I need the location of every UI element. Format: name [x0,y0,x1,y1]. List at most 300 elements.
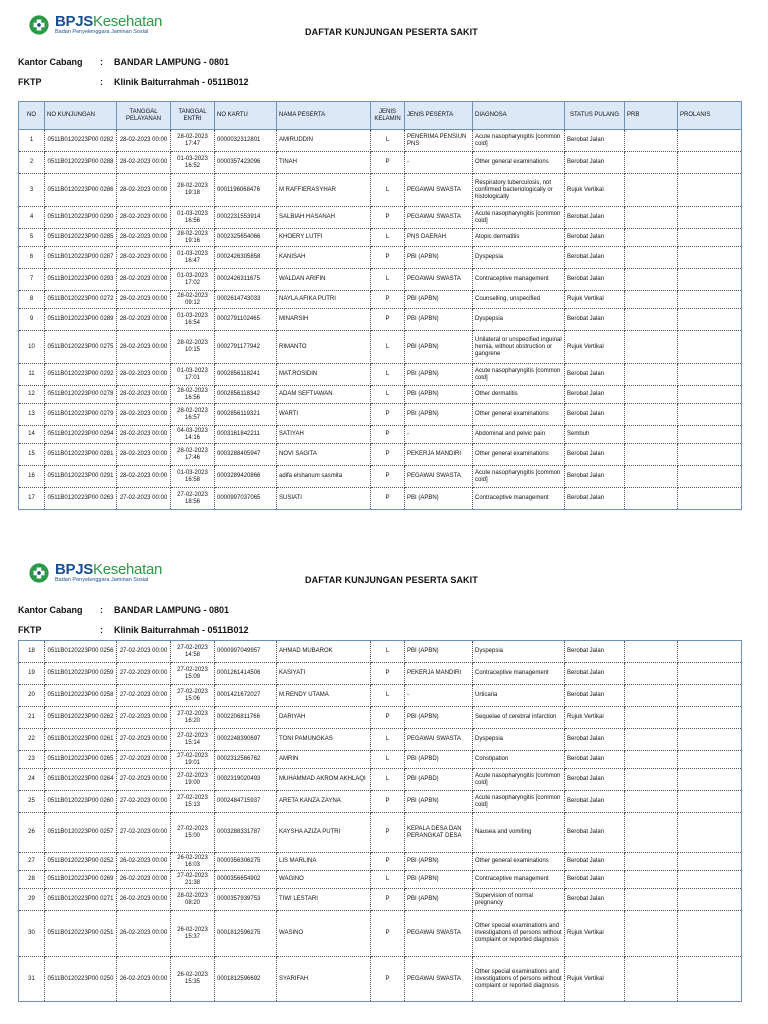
cell-no: 23 [19,751,45,769]
cell-pelayanan: 28-02-2023 00:00 [117,174,171,207]
cell-entri: 01-03-2023 16:47 [171,247,215,269]
cell-pelayanan: 26-02-2023 00:00 [117,871,171,889]
cell-status: Berobat Jalan [565,663,625,685]
table-header-row [19,102,742,130]
cell-peserta: PBI (APBN) [405,247,473,269]
cell-no: 17 [19,488,45,510]
cell-nama: ADAM SEFTIAWAN [277,386,371,404]
cell-kunjungan: 0511B0120223P00 0288 [45,152,117,174]
cell-kunjungan: 0511B0120223P00 0289 [45,309,117,331]
cell-prolanis [678,663,742,685]
cell-pelayanan: 28-02-2023 00:00 [117,331,171,364]
cell-kunjungan: 0511B0120223P00 0251 [45,911,117,957]
cell-kartu: 0002856119321 [215,404,277,426]
cell-prb [625,641,678,663]
cell-prolanis [678,641,742,663]
cell-peserta: PBI (APBN) [405,889,473,911]
cell-prb [625,269,678,291]
cell-prb [625,791,678,813]
cell-no: 30 [19,911,45,957]
cell-entri: 27-02-2023 15:09 [171,663,215,685]
kantor-cabang-row: Kantor Cabang : BANDAR LAMPUNG - 0801 [18,57,230,67]
cell-nama: AHMAD MUBAROK [277,641,371,663]
cell-peserta: KEPALA DESA DAN PERANGKAT DESA [405,813,473,853]
cell-entri: 28-02-2023 16:57 [171,404,215,426]
visit-table-page-1 [18,101,742,510]
cell-kartu: 0002231553914 [215,207,277,229]
cell-diagnosa: Acute nasopharyngitis [common cold] [473,466,565,488]
cell-peserta: PENERIMA PENSIUN PNS [405,130,473,152]
cell-diagnosa: Respiratory tuberculosis, not confirmed bacteriologically or histologically [473,174,565,207]
cell-pelayanan: 27-02-2023 00:00 [117,813,171,853]
cell-prolanis [678,404,742,426]
cell-pelayanan: 28-02-2023 00:00 [117,364,171,386]
cell-nama: TONI PAMUNGKAS [277,729,371,751]
cell-prolanis [678,729,742,751]
cell-prb [625,426,678,444]
cell-pelayanan: 28-02-2023 00:00 [117,130,171,152]
cell-status: Berobat Jalan [565,130,625,152]
cell-diagnosa: Nausea and vomiting [473,813,565,853]
cell-kartu: 0001196068476 [215,174,277,207]
kantor-cabang-row: Kantor Cabang : BANDAR LAMPUNG - 0801 [18,605,230,615]
cell-prb [625,685,678,707]
cell-entri: 28-02-2023 16:56 [171,386,215,404]
cell-kartu: 0001261414506 [215,663,277,685]
cell-kunjungan: 0511B0120223P00 0285 [45,229,117,247]
cell-kartu: 0001812596692 [215,957,277,1002]
cell-jk: L [371,729,405,751]
cell-peserta: PBI (APBN) [405,871,473,889]
cell-pelayanan: 28-02-2023 00:00 [117,247,171,269]
table-row [19,889,742,911]
cell-entri: 26-02-2023 15:35 [171,957,215,1002]
cell-kartu: 0001421672027 [215,685,277,707]
cell-status: Berobat Jalan [565,889,625,911]
cell-no: 5 [19,229,45,247]
cell-prolanis [678,331,742,364]
cell-prb [625,229,678,247]
cell-no: 22 [19,729,45,751]
table-row [19,386,742,404]
cell-jk: P [371,404,405,426]
cell-kartu: 0000357939753 [215,889,277,911]
report-title: DAFTAR KUNJUNGAN PESERTA SAKIT [305,27,478,37]
cell-no: 25 [19,791,45,813]
cell-kunjungan: 0511B0120223P00 0282 [45,130,117,152]
cell-prb [625,871,678,889]
cell-entri: 28-02-2023 09:12 [171,291,215,309]
cell-peserta: PBI (APBD) [405,769,473,791]
table-row [19,291,742,309]
cell-kartu: 0003288405947 [215,444,277,466]
table-body-page-1 [19,130,742,510]
table-body-page-2 [19,641,742,1002]
col-header: JENIS KELAMIN [371,102,405,130]
table-row [19,663,742,685]
cell-no: 20 [19,685,45,707]
cell-diagnosa: Other general examinations [473,404,565,426]
cell-pelayanan: 28-02-2023 00:00 [117,404,171,426]
table-row [19,707,742,729]
cell-peserta: PEKERJA MANDIRI [405,663,473,685]
cell-nama: SUSIATI [277,488,371,510]
cell-kunjungan: 0511B0120223P00 0271 [45,889,117,911]
cell-kartu: 0002856118241 [215,364,277,386]
cell-diagnosa: Urticaria [473,685,565,707]
cell-kartu: 0002426305858 [215,247,277,269]
cell-kunjungan: 0511B0120223P00 0261 [45,729,117,751]
table-row [19,247,742,269]
cell-nama: SATIYAH [277,426,371,444]
cell-pelayanan: 27-02-2023 00:00 [117,685,171,707]
cell-status: Rujuk Vertikal [565,957,625,1002]
cell-nama: M.RENDY UTAMA [277,685,371,707]
col-header: NO KARTU [215,102,277,130]
cell-no: 11 [19,364,45,386]
cell-prb [625,751,678,769]
cell-kartu: 0000357423096 [215,152,277,174]
cell-prolanis [678,444,742,466]
cell-entri: 26-02-2023 16:03 [171,853,215,871]
cell-jk: P [371,813,405,853]
cell-entri: 27-02-2023 15:13 [171,791,215,813]
cell-pelayanan: 27-02-2023 00:00 [117,488,171,510]
cell-no: 16 [19,466,45,488]
cell-status: Berobat Jalan [565,207,625,229]
cell-no: 9 [19,309,45,331]
cell-prb [625,309,678,331]
cell-nama: WASINO [277,911,371,957]
col-header: NAMA PESERTA [277,102,371,130]
cell-pelayanan: 27-02-2023 00:00 [117,751,171,769]
cell-kunjungan: 0511B0120223P00 0286 [45,174,117,207]
cell-pelayanan: 26-02-2023 00:00 [117,911,171,957]
cell-kunjungan: 0511B0120223P00 0292 [45,364,117,386]
cell-peserta: PEGAWAI SWASTA [405,957,473,1002]
cell-pelayanan: 26-02-2023 00:00 [117,889,171,911]
cell-nama: MINARSIH [277,309,371,331]
cell-prb [625,247,678,269]
cell-kunjungan: 0511B0120223P00 0259 [45,663,117,685]
cell-status: Sembuh [565,426,625,444]
cell-no: 3 [19,174,45,207]
cell-prolanis [678,889,742,911]
cell-no: 14 [19,426,45,444]
cell-entri: 26-02-2023 15:37 [171,911,215,957]
col-header: PRB [625,102,678,130]
cell-prb [625,769,678,791]
table-row [19,957,742,1002]
table-row [19,269,742,291]
cell-kunjungan: 0511B0120223P00 0257 [45,813,117,853]
table-row [19,488,742,510]
cell-peserta: PBI (APBN) [405,707,473,729]
cell-no: 1 [19,130,45,152]
cell-kartu: 0003161842211 [215,426,277,444]
cell-entri: 01-03-2023 16:52 [171,152,215,174]
cell-peserta: PEGAWAI SWASTA [405,911,473,957]
cell-pelayanan: 28-02-2023 00:00 [117,207,171,229]
cell-peserta: PBI (APBN) [405,791,473,813]
cell-pelayanan: 27-02-2023 00:00 [117,641,171,663]
cell-kartu: 0002312566762 [215,751,277,769]
cell-status: Berobat Jalan [565,466,625,488]
cell-diagnosa: Other general examinations [473,853,565,871]
col-header: TANGGAL ENTRI [171,102,215,130]
cell-status: Berobat Jalan [565,309,625,331]
cell-kunjungan: 0511B0120223P00 0260 [45,791,117,813]
cell-diagnosa: Contraceptive management [473,269,565,291]
fktp-value: Klinik Baiturrahmah - 0511B012 [114,625,249,635]
cell-pelayanan: 28-02-2023 00:00 [117,269,171,291]
fktp-row: FKTP : Klinik Baiturrahmah - 0511B012 [18,77,249,87]
table-row [19,174,742,207]
cell-kartu: 0002206811766 [215,707,277,729]
cell-kartu: 0002791102465 [215,309,277,331]
cell-kunjungan: 0511B0120223P00 0278 [45,386,117,404]
cell-no: 27 [19,853,45,871]
cell-jk: P [371,444,405,466]
cell-kartu: 0003288331787 [215,813,277,853]
cell-jk: P [371,911,405,957]
cell-entri: 01-03-2023 16:58 [171,466,215,488]
cell-pelayanan: 28-02-2023 00:00 [117,444,171,466]
cell-entri: 27-02-2023 16:20 [171,707,215,729]
cell-jk: P [371,707,405,729]
table-row [19,911,742,957]
cell-prolanis [678,488,742,510]
cell-kartu: 0002614743033 [215,291,277,309]
cell-nama: NOVI SAGITA [277,444,371,466]
cell-pelayanan: 27-02-2023 00:00 [117,707,171,729]
cell-no: 15 [19,444,45,466]
col-header: PROLANIS [678,102,742,130]
cell-no: 24 [19,769,45,791]
cell-kartu: 0002484715937 [215,791,277,813]
cell-kunjungan: 0511B0120223P00 0287 [45,247,117,269]
cell-nama: AMIRUDDIN [277,130,371,152]
cell-status: Berobat Jalan [565,444,625,466]
cell-entri: 28-02-2023 10:15 [171,331,215,364]
table-row [19,751,742,769]
cell-entri: 27-02-2023 15:14 [171,729,215,751]
table-row [19,791,742,813]
cell-entri: 28-02-2023 19:18 [171,174,215,207]
cell-nama: SYARIFAH [277,957,371,1002]
cell-nama: WAGINO [277,871,371,889]
cell-pelayanan: 28-02-2023 00:00 [117,152,171,174]
cell-kartu: 0000356306275 [215,853,277,871]
cell-status: Berobat Jalan [565,871,625,889]
cell-jk: P [371,309,405,331]
cell-peserta: PBI (APBN) [405,364,473,386]
cell-status: Berobat Jalan [565,751,625,769]
cell-kunjungan: 0511B0120223P00 0290 [45,207,117,229]
cell-nama: KASIYATI [277,663,371,685]
cell-jk: L [371,331,405,364]
cell-peserta: - [405,685,473,707]
cell-jk: L [371,364,405,386]
cell-prolanis [678,426,742,444]
cell-jk: L [371,769,405,791]
cell-nama: adifa elshanum sasmita [277,466,371,488]
bpjs-logo: BPJSKesehatan Badan Penyelenggara Jaminan Sosial [28,12,162,38]
cell-peserta: PEKERJA MANDIRI [405,444,473,466]
table-row [19,871,742,889]
cell-jk: P [371,207,405,229]
cell-jk: P [371,247,405,269]
kantor-cabang-value: BANDAR LAMPUNG - 0801 [114,57,230,67]
cell-kunjungan: 0511B0120223P00 0250 [45,957,117,1002]
cell-jk: L [371,130,405,152]
cell-prolanis [678,685,742,707]
cell-entri: 04-03-2023 14:16 [171,426,215,444]
cell-status: Berobat Jalan [565,791,625,813]
cell-nama: AMRIN [277,751,371,769]
cell-pelayanan: 26-02-2023 00:00 [117,853,171,871]
cell-pelayanan: 28-02-2023 00:00 [117,426,171,444]
cell-prb [625,130,678,152]
cell-jk: P [371,291,405,309]
cell-prolanis [678,174,742,207]
cell-status: Berobat Jalan [565,729,625,751]
cell-prolanis [678,871,742,889]
cell-prolanis [678,466,742,488]
cell-prolanis [678,751,742,769]
cell-peserta: PEGAWAI SWASTA [405,466,473,488]
table-row [19,685,742,707]
cell-peserta: PBI (APBN) [405,386,473,404]
cell-no: 8 [19,291,45,309]
cell-prb [625,957,678,1002]
cell-jk: P [371,488,405,510]
cell-status: Berobat Jalan [565,269,625,291]
cell-entri: 28-02-2023 17:47 [171,130,215,152]
cell-diagnosa: Sequelae of cerebral infarction [473,707,565,729]
cell-nama: NAYLA AFIKA PUTRI [277,291,371,309]
cell-entri: 01-03-2023 17:02 [171,269,215,291]
bpjs-emblem-icon [28,14,50,36]
cell-prolanis [678,769,742,791]
cell-entri: 27-02-2023 21:38 [171,871,215,889]
cell-nama: KHOERY LUTFI [277,229,371,247]
cell-status: Berobat Jalan [565,488,625,510]
cell-peserta: PEGAWAI SWASTA [405,207,473,229]
cell-jk: L [371,871,405,889]
cell-nama: DARIYAH [277,707,371,729]
col-header: NO KUNJUNGAN [45,102,117,130]
cell-kartu: 0000997049957 [215,641,277,663]
cell-diagnosa: Acute nasopharyngitis [common cold] [473,791,565,813]
cell-prb [625,889,678,911]
cell-prolanis [678,229,742,247]
cell-diagnosa: Acute nasopharyngitis [common cold] [473,364,565,386]
table-row [19,309,742,331]
cell-nama: MUHAMMAD AKROM AKHLAQI [277,769,371,791]
cell-prb [625,331,678,364]
table-row [19,130,742,152]
cell-prolanis [678,853,742,871]
cell-prb [625,444,678,466]
cell-prb [625,663,678,685]
cell-peserta: - [405,152,473,174]
cell-status: Rujuk Vertikal [565,331,625,364]
col-header: TANGGAL PELAYANAN [117,102,171,130]
cell-peserta: PBI (APBN) [405,404,473,426]
col-header: JENIS PESERTA [405,102,473,130]
cell-kunjungan: 0511B0120223P00 0262 [45,707,117,729]
cell-status: Berobat Jalan [565,641,625,663]
cell-kartu: 0003289420866 [215,466,277,488]
cell-kunjungan: 0511B0120223P00 0264 [45,769,117,791]
cell-kunjungan: 0511B0120223P00 0263 [45,488,117,510]
cell-kartu: 0002248390697 [215,729,277,751]
cell-entri: 27-02-2023 19:00 [171,769,215,791]
cell-kunjungan: 0511B0120223P00 0269 [45,871,117,889]
cell-no: 6 [19,247,45,269]
cell-diagnosa: Other dermatitis [473,386,565,404]
cell-prolanis [678,911,742,957]
cell-status: Berobat Jalan [565,152,625,174]
cell-entri: 01-03-2023 16:56 [171,207,215,229]
cell-status: Berobat Jalan [565,813,625,853]
cell-status: Berobat Jalan [565,247,625,269]
cell-diagnosa: Other general examinations [473,152,565,174]
cell-prolanis [678,957,742,1002]
cell-prb [625,174,678,207]
cell-nama: TINAH [277,152,371,174]
cell-nama: KANISAH [277,247,371,269]
cell-pelayanan: 28-02-2023 00:00 [117,229,171,247]
cell-kartu: 0002856118342 [215,386,277,404]
visit-table-page-2 [18,640,742,1002]
cell-status: Berobat Jalan [565,404,625,426]
table-row [19,729,742,751]
cell-jk: L [371,641,405,663]
cell-no: 18 [19,641,45,663]
cell-pelayanan: 27-02-2023 00:00 [117,769,171,791]
cell-no: 29 [19,889,45,911]
table-row [19,331,742,364]
cell-prb [625,291,678,309]
cell-pelayanan: 27-02-2023 00:00 [117,791,171,813]
cell-kartu: 0002426311675 [215,269,277,291]
cell-diagnosa: Atopic dermatitis [473,229,565,247]
cell-prolanis [678,152,742,174]
cell-peserta: PBI (APBN) [405,488,473,510]
cell-jk: P [371,791,405,813]
fktp-value: Klinik Baiturrahmah - 0511B012 [114,77,249,87]
cell-prb [625,707,678,729]
cell-kartu: 0001812596275 [215,911,277,957]
cell-jk: P [371,663,405,685]
cell-jk: P [371,466,405,488]
cell-jk: L [371,174,405,207]
cell-entri: 28-02-2023 08:20 [171,889,215,911]
table-row [19,813,742,853]
cell-nama: WARTI [277,404,371,426]
cell-peserta: PBI (APBN) [405,291,473,309]
cell-diagnosa: Dyspepsia [473,729,565,751]
cell-diagnosa: Abdominal and pelvic pain [473,426,565,444]
cell-diagnosa: Acute nasopharyngitis [common cold] [473,769,565,791]
cell-nama: RIMANTO [277,331,371,364]
cell-no: 4 [19,207,45,229]
cell-status: Rujuk Vertikal [565,174,625,207]
cell-diagnosa: Dyspepsia [473,309,565,331]
cell-prolanis [678,707,742,729]
